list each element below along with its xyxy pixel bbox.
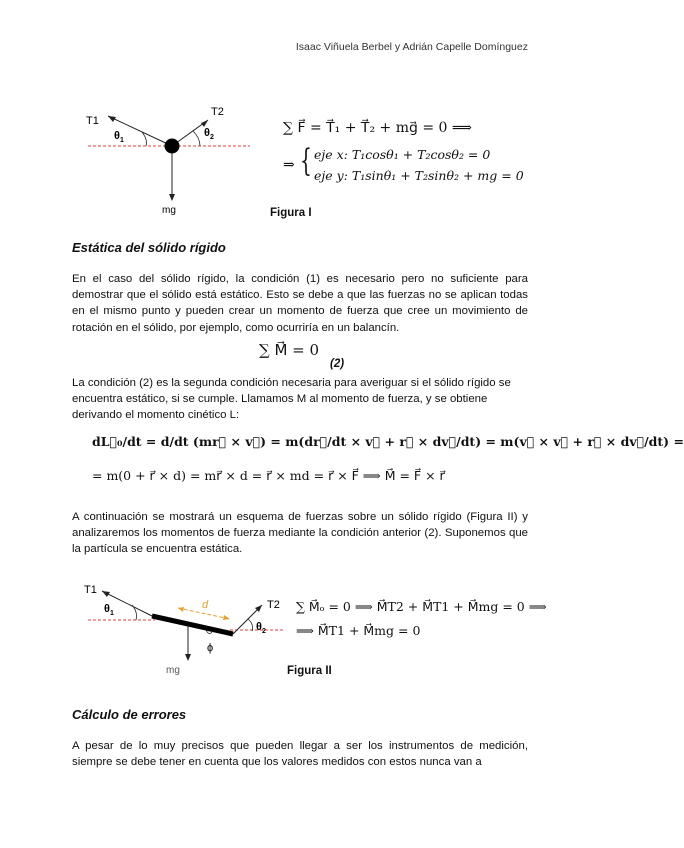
theta-1-label: $\theta_1$ [114,130,124,144]
theta-2-arc [193,131,200,146]
d-label: d [202,599,209,611]
figure-2-diagram [80,578,290,678]
equation-y-axis: eje y: T₁sinθ₁ + T₂sinθ₂ + mg = 0 [314,168,524,183]
rigid-bar [152,616,233,634]
derivation-line-1: dL⃗₀/dt = d/dt (mr⃗ × v⃗) = m(dr⃗/dt × v⃗ + r⃗ × dv⃗/dt) = m(v⃗ × v⃗ + r⃗ × dv⃗/dt) = [92,434,684,449]
figure-1-sum-equation: ∑ F⃗ = T⃗₁ + T⃗₂ + mg⃗ = 0 ⟹ [283,120,472,136]
equation-2: ∑ M⃗ = 0 [259,341,320,359]
figure-2-caption: Figura II [287,665,332,677]
theta-1-label: $\theta_1$ [104,603,114,617]
section-title-errores: Cálculo de errores [72,707,187,722]
t1-label: T1 [84,584,97,596]
mg-label: mg [162,205,176,216]
figure-1-caption: Figura I [270,207,312,219]
t2-label: T2 [267,599,280,611]
theta-2-label: $\theta_2$ [256,621,266,635]
figure-2-equation-1: ∑ M⃗ₒ = 0 ⟹ M⃗T2 + M⃗T1 + M⃗mg = 0 ⟹ [296,599,547,614]
particle [165,139,180,154]
theta-2-label: $\theta_2$ [204,127,214,141]
theta-2-arc [248,619,253,631]
paragraph-errores-1: A pesar de lo muy precisos que pueden llegar a ser los instrumentos de medición, siempre se debe tener en cuenta que los valores medidos con estos nunca van a [72,740,528,769]
figure-2-equation-2: ⟹ M⃗T1 + M⃗mg = 0 [296,623,421,638]
paragraph-estatica-2: La condición (2) es la segunda condición necesaria para averiguar si el sólido rígido se encuentra estático, si se cumple. Llamamos M al momento de fuerza, y se obtiene derivando el momento cinético L: [72,377,511,422]
derivation-line-2: = m(0 + r⃗ × d) = mr⃗ × d = r⃗ × md = r⃗ × F⃗ ⟹ M⃗ = F⃗ × r⃗ [92,468,445,483]
paragraph-estatica-3: A continuación se mostrará un esquema de fuerzas sobre un sólido rígido (Figura II) y analizaremos los momentos de fuerza mediante la condición anterior (2). Suponemos que la partícula se encuentra estática. [72,511,528,556]
t2-label: T2 [211,106,224,118]
phi-label: ϕ [207,642,214,654]
paragraph-estatica-1: En el caso del sólido rígido, la condición (1) es necesario pero no suficiente para demostrar que el sólido está estático. Esto se debe a que las fuerzas no se aplican todas en el mismo punto y pueden crear un momento de fuerza que cree un movimiento de rotación en el sólido, por ejemplo, como ocurriría en un balancín. [72,273,528,334]
figure-1-diagram [80,98,260,218]
system-implies: ⇒ [283,157,295,173]
system-brace: { [300,143,312,179]
equation-x-axis: eje x: T₁cosθ₁ + T₂cosθ₂ = 0 [314,147,491,162]
page-header: Isaac Viñuela Berbel y Adrián Capelle Domínguez [295,41,528,53]
section-title-estatica: Estática del sólido rígido [72,240,226,255]
mg-label: mg [166,665,180,676]
t1-label: T1 [86,115,99,127]
equation-2-label: (2) [330,358,345,370]
